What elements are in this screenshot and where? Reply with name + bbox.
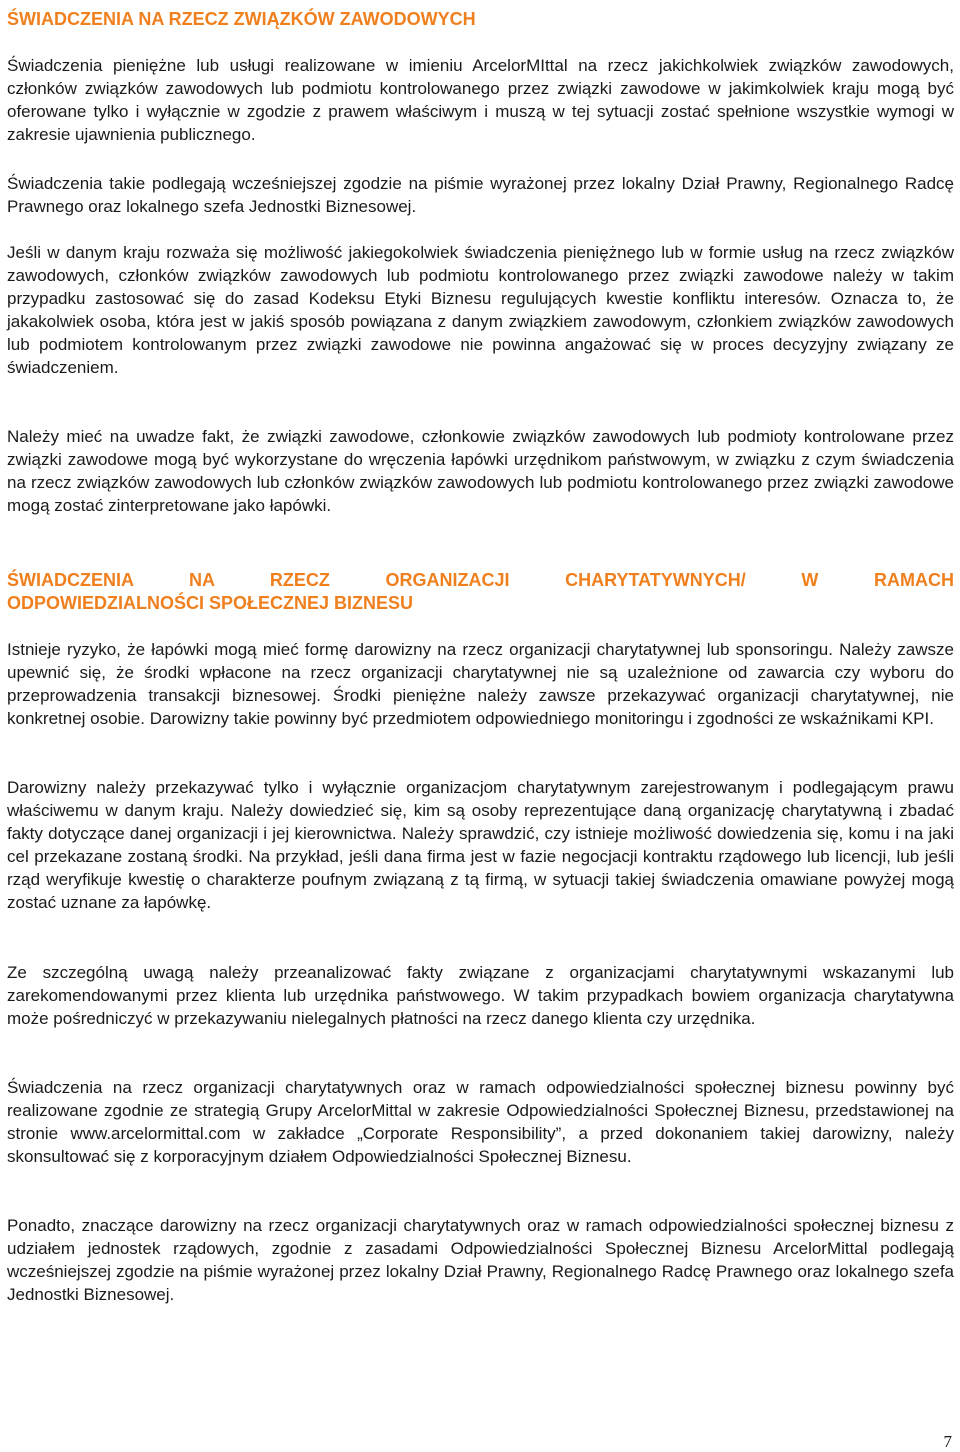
paragraph-trade-unions-1: Świadczenia pieniężne lub usługi realizowane w imieniu ArcelorMIttal na rzecz jakichkolwiek związków zawodowych, członków związków zawodowych lub podmiotu kontrolowanego przez związki zawodowe w jakimkolwiek kraju mogą być oferowane tylko i wyłącznie w zgodzie z prawem właściwym i muszą w tej sytuacji zostać spełnione wszystkie wymogi w zakresie ujawnienia publicznego. <box>7 56 954 144</box>
paragraph-trade-unions-3: Jeśli w danym kraju rozważa się możliwość jakiegokolwiek świadczenia pieniężnego lub w formie usług na rzecz związków zawodowych, członków związków zawodowych lub podmiotu kontrolowanego przez związki zawodowe należy w takim przypadku zastosować się do zasad Kodeksu Etyki Biznesu regulujących kwestie konfliktu interesów. Oznacza to, że jakakolwiek osoba, która jest w jakiś sposób powiązana z danym związkiem zawodowym, członkiem związków zawodowych lub podmiotem kontrolowanym przez związki zawodowe nie powinna angażować się w proces decyzyjny związany ze świadczeniem. <box>7 243 954 377</box>
paragraph-charity-1: Istnieje ryzyko, że łapówki mogą mieć formę darowizny na rzecz organizacji charytatywnej lub sponsoringu. Należy zawsze upewnić się, że środki wpłacone na rzecz organizacji charytatywnej nie są uzależnione od zawarcia czy wyboru do przeprowadzenia transakcji biznesowej. Środki pieniężne należy zawsze przekazywać organizacji charytatywnej, nie konkretnej osobie. Darowizny takie powinny być przedmiotem odpowiedniego monitoringu i zgodności ze wskaźnikami KPI. <box>7 640 954 728</box>
section-heading-charity-line2: ODPOWIEDZIALNOŚCI SPOŁECZNEJ BIZNESU <box>7 593 414 613</box>
paragraph-charity-2: Darowizny należy przekazywać tylko i wyłącznie organizacjom charytatywnym zarejestrowanym i podlegającym prawu właściwemu w danym kraju. Należy dowiedzieć się, kim są osoby reprezentujące daną organizację charytatywną i zbadać fakty dotyczące danej organizacji i jej kierownictwa. Należy sprawdzić, czy istnieje możliwość dowiedzenia się, komu i na jaki cel przekazane zostaną środki. Na przykład, jeśli dana firma jest w fazie negocjacji kontraktu rządowego lub licencji, lub jeśli rząd weryfikuje kwestię o charakterze poufnym związaną z tą firmą, w sytuacji takiej świadczenia omawiane powyżej mogą zostać uznane za łapówkę. <box>7 778 954 912</box>
section-heading-charity <box>7 569 954 615</box>
paragraph-charity-3: Ze szczególną uwagą należy przeanalizować fakty związane z organizacjami charytatywnymi wskazanymi lub zarekomendowanymi przez klienta lub urzędnika państwowego. W takim przypadkach bowiem organizacja charytatywna może pośredniczyć w przekazywaniu nielegalnych płatności na rzecz danego klienta czy urzędnika. <box>7 963 954 1028</box>
paragraph-trade-unions-2: Świadczenia takie podlegają wcześniejszej zgodzie na piśmie wyrażonej przez lokalny Dział Prawny, Regionalnego Radcę Prawnego oraz lokalnego szefa Jednostki Biznesowej. <box>7 174 954 216</box>
section-heading-trade-unions: ŚWIADCZENIA NA RZECZ ZWIĄZKÓW ZAWODOWYCH <box>7 9 476 29</box>
paragraph-trade-unions-4: Należy mieć na uwadze fakt, że związki zawodowe, członkowie związków zawodowych lub podmioty kontrolowane przez związki zawodowe mogą być wykorzystane do wręczenia łapówki urzędnikom państwowym, w związku z czym świadczenia na rzecz związków zawodowych lub członków związków zawodowych lub podmiotu kontrolowanego przez związki zawodowe mogą zostać zinterpretowane jako łapówki. <box>7 427 954 515</box>
page-number: 7 <box>943 1432 952 1451</box>
section-heading-charity-line1: ŚWIADCZENIA NA RZECZ ORGANIZACJI CHARYTATYWNYCH/ W RAMACH <box>7 570 954 590</box>
paragraph-charity-5: Ponadto, znaczące darowizny na rzecz organizacji charytatywnych oraz w ramach odpowiedzialności społecznej biznesu z udziałem jednostek rządowych, zgodnie z zasadami Odpowiedzialności Społecznej Biznesu ArcelorMittal podlegają wcześniejszej zgodzie na piśmie wyrażonej przez lokalny Dział Prawny, Regionalnego Radcę Prawnego oraz lokalnego szefa Jednostki Biznesowej. <box>7 1216 954 1304</box>
paragraph-charity-4: Świadczenia na rzecz organizacji charytatywnych oraz w ramach odpowiedzialności społecznej biznesu powinny być realizowane zgodnie ze strategią Grupy ArcelorMittal w zakresie Odpowiedzialności Społecznej Biznesu, przedstawionej na stronie www.arcelormittal.com w zakładce „Corporate Responsibility”, a przed dokonaniem takiej darowizny, należy skonsultować się z korporacyjnym działem Odpowiedzialności Społecznej Biznesu. <box>7 1078 954 1166</box>
